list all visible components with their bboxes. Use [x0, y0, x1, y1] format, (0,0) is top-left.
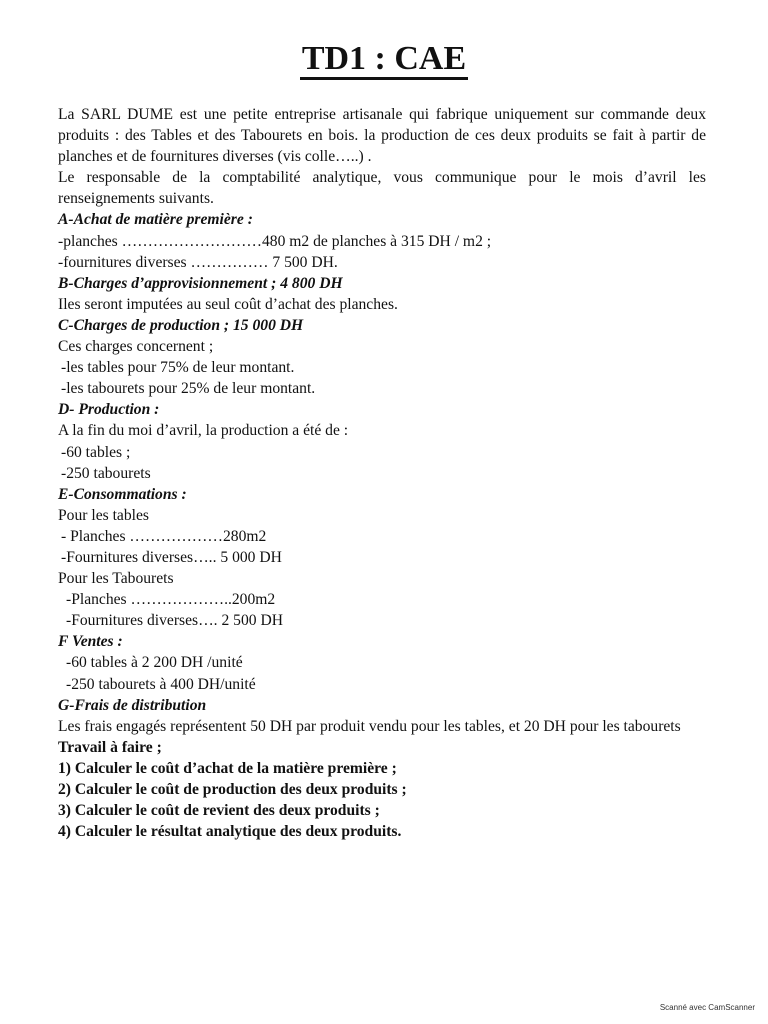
section-d-line-tabourets: -250 tabourets — [61, 464, 151, 482]
section-f-line-tables: -60 tables à 2 200 DH /unité — [66, 654, 243, 672]
section-c-line-tabourets: -les tabourets pour 25% de leur montant. — [61, 380, 316, 398]
work-item-3: 3) Calculer le coût de revient des deux produits ; — [58, 802, 380, 820]
section-f-heading: F Ventes : — [58, 633, 123, 651]
document-title — [0, 40, 768, 78]
section-d-heading: D- Production : — [58, 401, 160, 419]
work-heading: Travail à faire ; — [58, 738, 162, 756]
section-a-line-fournitures: -fournitures diverses …………… 7 500 DH. — [58, 253, 338, 271]
work-item-4: 4) Calculer le résultat analytique des deux produits. — [58, 823, 402, 841]
section-g-text: Les frais engagés représentent 50 DH par produit vendu pour les tables, et 20 DH pour les tabourets — [58, 717, 681, 735]
section-e-tabourets-fournitures: -Fournitures diverses…. 2 500 DH — [66, 612, 283, 630]
section-e-tables-fournitures: -Fournitures diverses….. 5 000 DH — [61, 548, 282, 566]
section-a-line-planches: -planches ………………………480 m2 de planches à 315 DH / m2 ; — [58, 232, 492, 250]
section-f-line-tabourets: -250 tabourets à 400 DH/unité — [66, 675, 256, 693]
section-d-line-tables: -60 tables ; — [61, 443, 131, 461]
title-text: TD1 : CAE — [300, 40, 468, 80]
section-e-heading: E-Consommations : — [58, 485, 187, 503]
section-d-line-intro: A la fin du moi d’avril, la production a été de : — [58, 422, 349, 440]
work-item-2: 2) Calculer le coût de production des deux produits ; — [58, 781, 407, 798]
section-e-tabourets-planches: -Planches ………………..200m2 — [66, 591, 276, 609]
document-body — [58, 104, 706, 842]
work-item-1: 1) Calculer le coût d’achat de la matière première ; — [58, 759, 397, 777]
section-b-line: Iles seront imputées au seul coût d’achat des planches. — [58, 295, 398, 313]
section-e-tabourets-label: Pour les Tabourets — [58, 570, 174, 588]
section-b-heading: B-Charges d’approvisionnement ; 4 800 DH — [58, 274, 343, 292]
section-c-line-tables: -les tables pour 75% de leur montant. — [61, 359, 295, 377]
section-c-heading: C-Charges de production ; 15 000 DH — [58, 316, 304, 334]
section-e-tables-label: Pour les tables — [58, 506, 149, 524]
intro-paragraph-1: La SARL DUME est une petite entreprise artisanale qui fabrique uniquement sur commande deux produits : des Tables et des Tabourets en bois. la production de ces deux produits se fait à partir de planches et de fournitures diverses (vis colle…..) . — [58, 106, 706, 166]
section-c-line-intro: Ces charges concernent ; — [58, 338, 214, 356]
intro-paragraph-2: Le responsable de la comptabilité analytique, vous communique pour le mois d’avril les renseignements suivants. — [58, 169, 706, 208]
section-e-tables-planches: - Planches ………………280m2 — [61, 527, 267, 545]
section-a-heading: A-Achat de matière première : — [58, 211, 253, 229]
section-g-heading: G-Frais de distribution — [58, 696, 207, 714]
scanner-footer: Scanné avec CamScanner — [659, 1003, 755, 1012]
